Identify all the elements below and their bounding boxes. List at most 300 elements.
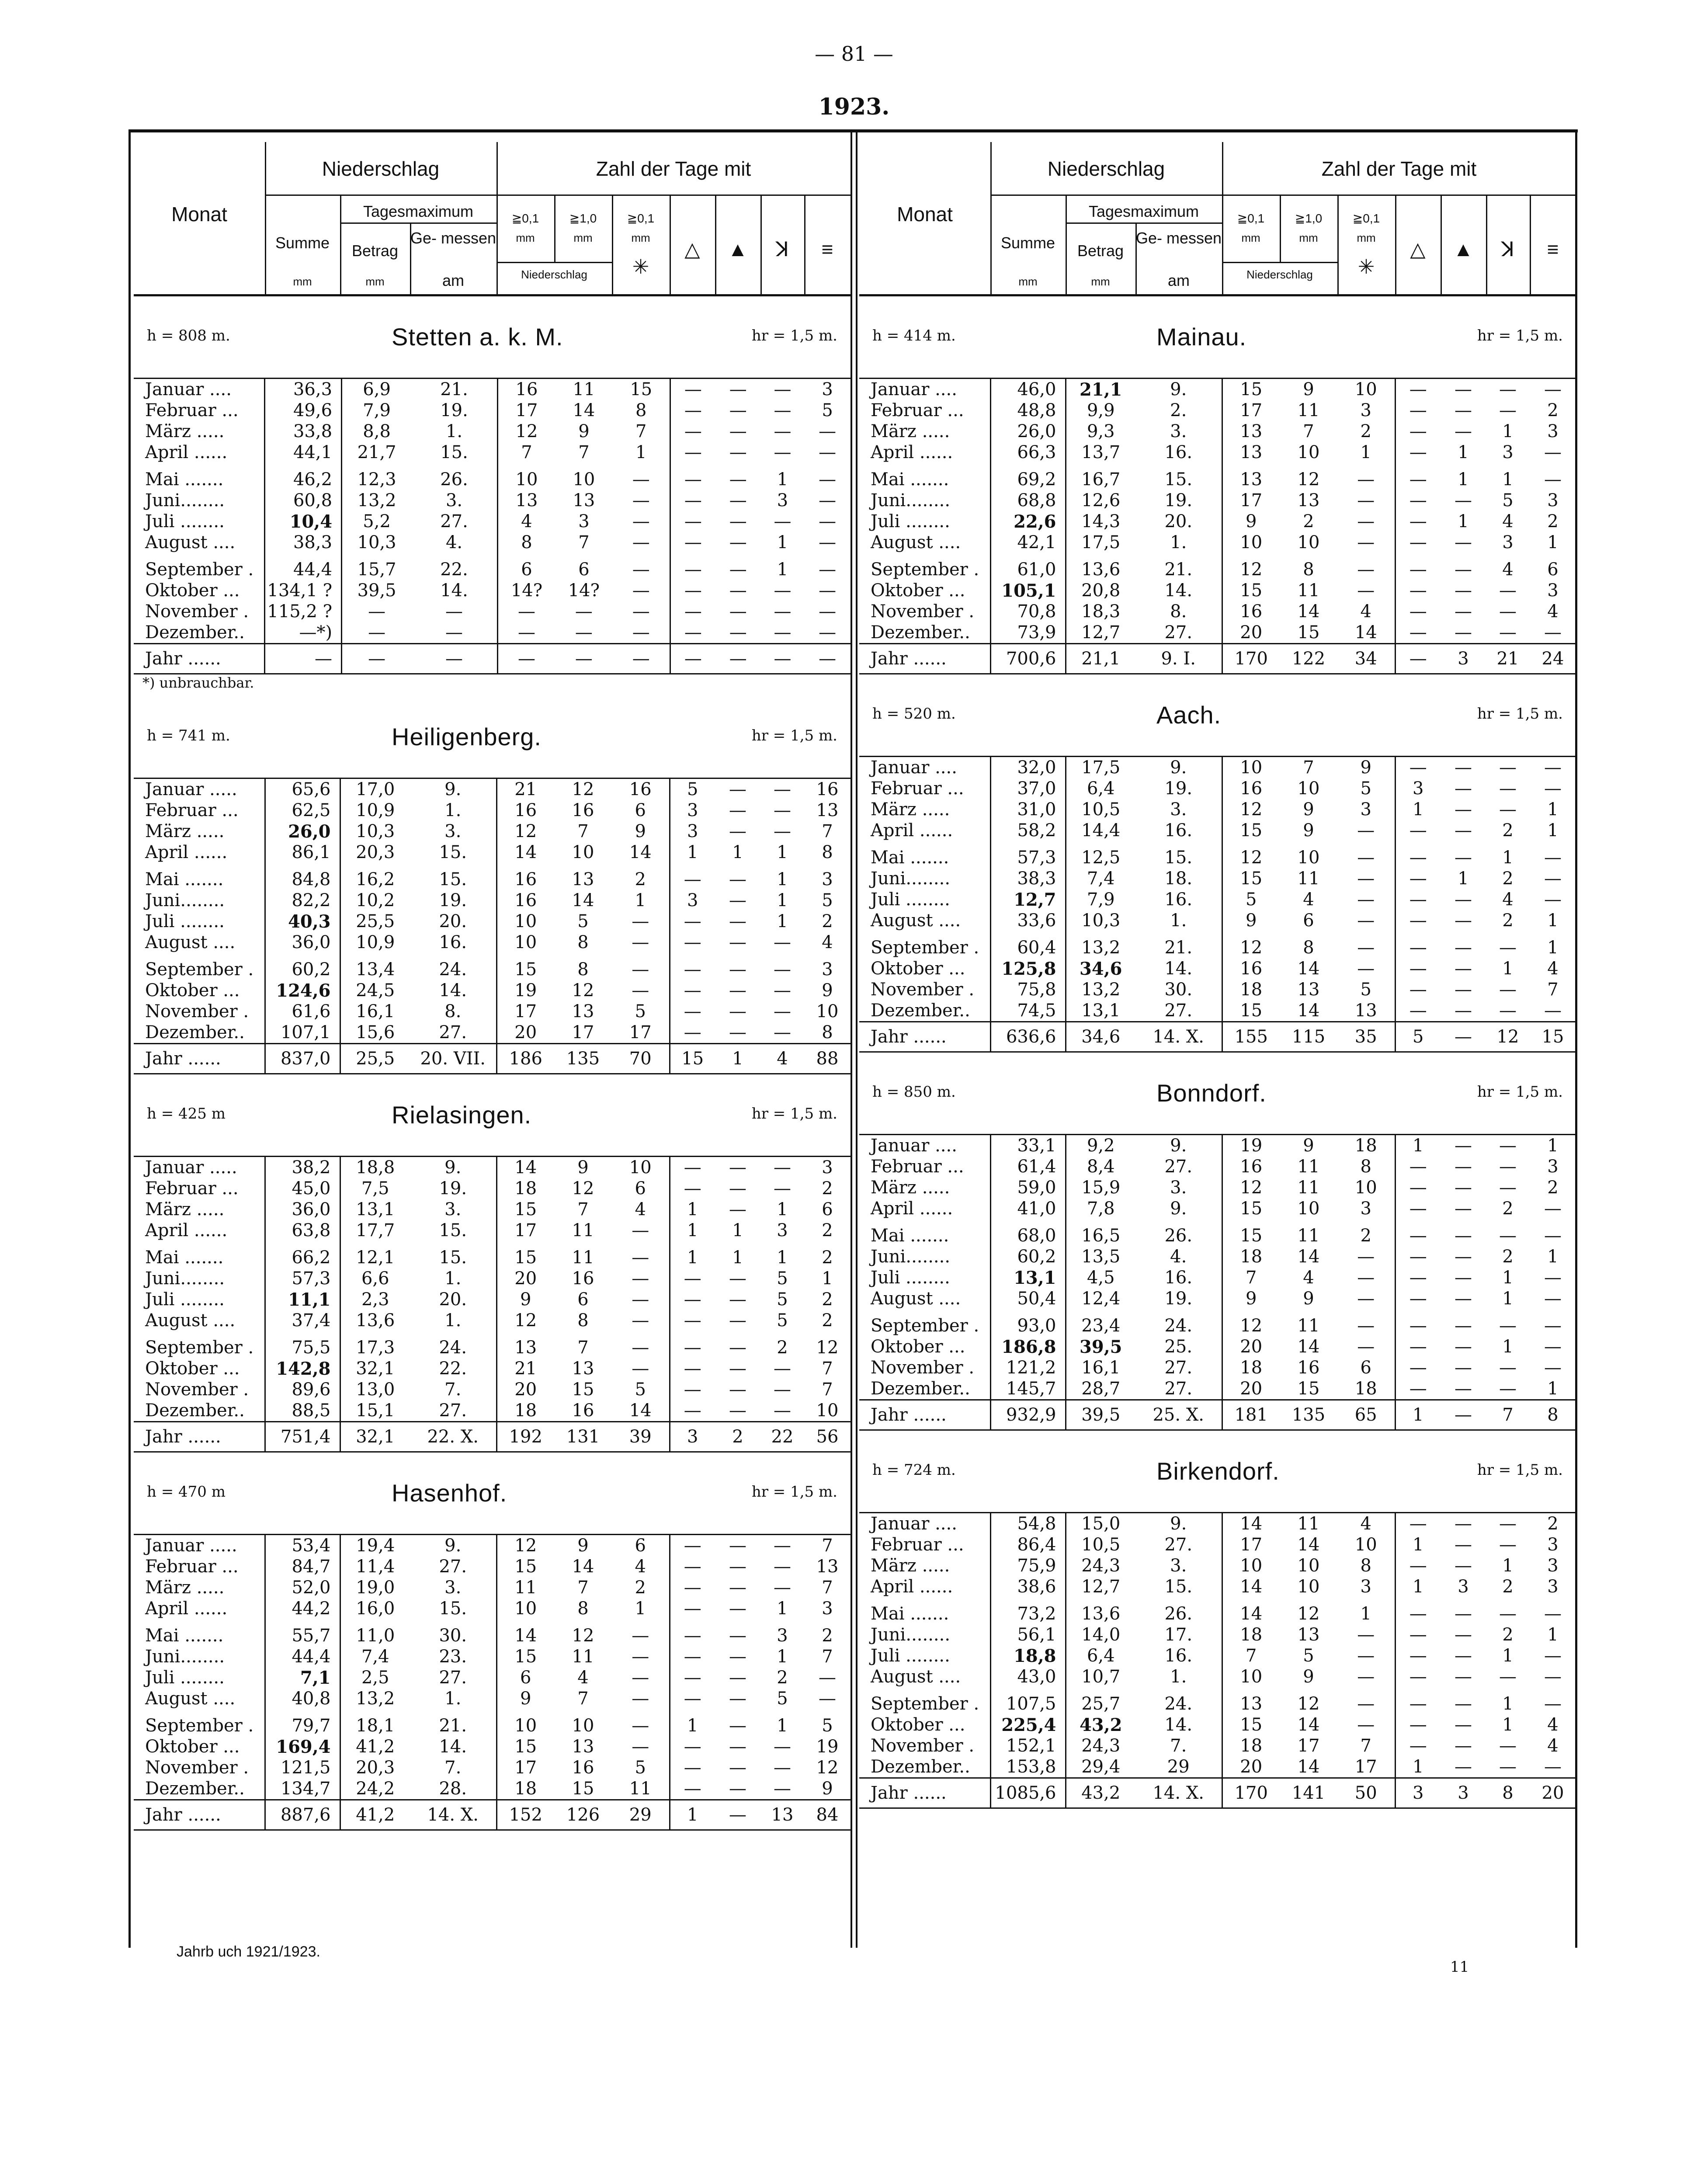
month-label: April ......	[859, 1198, 990, 1219]
data-cell: —	[1337, 868, 1395, 889]
data-cell: —	[1337, 889, 1395, 910]
month-label: Dezember..	[134, 622, 265, 644]
data-cell: —	[1499, 1736, 1517, 1756]
data-cell: —	[1409, 959, 1427, 979]
month-row	[859, 841, 1576, 868]
month-label: Jahr ......	[134, 1422, 265, 1452]
data-cell: —	[1499, 379, 1517, 400]
data-cell: 21.	[411, 379, 497, 400]
data-cell: 27.	[1135, 622, 1222, 644]
data-cell: —	[1499, 778, 1517, 799]
data-cell: —	[819, 421, 837, 441]
data-cell: —	[1337, 1309, 1395, 1336]
data-cell: 45,0	[265, 1178, 340, 1199]
data-cell: —	[819, 490, 837, 511]
data-cell: —	[774, 1022, 791, 1043]
data-cell: —	[1455, 1289, 1472, 1309]
data-cell: —	[1337, 1336, 1395, 1357]
month-row	[859, 601, 1576, 622]
data-cell: —	[684, 1022, 701, 1043]
data-cell: 1	[1458, 869, 1469, 889]
data-cell: —	[729, 959, 746, 980]
data-cell: 5	[822, 890, 833, 911]
data-cell: 84	[804, 1800, 851, 1830]
data-cell: 10,9	[356, 932, 395, 952]
data-cell: 12	[572, 1626, 594, 1646]
data-cell: 8	[577, 1599, 589, 1619]
data-cell: 21.	[410, 1709, 496, 1736]
data-cell: 32,1	[340, 1422, 410, 1452]
data-cell: —	[612, 911, 670, 932]
data-cell: 7	[577, 1578, 589, 1598]
month-row	[859, 1714, 1576, 1735]
data-cell: 1	[1547, 911, 1559, 931]
data-cell: 16	[572, 1268, 594, 1289]
data-cell: 1	[777, 1199, 788, 1220]
data-cell: 22.	[410, 1358, 496, 1379]
header-col-01: ≧0,1	[511, 212, 539, 225]
month-label: November .	[859, 979, 990, 1000]
data-cell: 75,9	[990, 1555, 1066, 1576]
data-cell: 24,2	[356, 1779, 395, 1799]
data-cell: —	[1337, 580, 1395, 601]
footer-signature-number: 11	[1450, 1958, 1469, 1976]
data-cell: 10	[572, 842, 594, 862]
data-cell: —	[613, 622, 670, 644]
data-cell: 9.	[1135, 1198, 1222, 1219]
data-cell: 3	[1413, 778, 1424, 799]
month-label: August ....	[134, 1688, 265, 1709]
data-cell: 4	[1502, 560, 1514, 580]
data-cell: 1.	[1135, 532, 1222, 553]
data-cell: 1	[777, 469, 788, 490]
station-block	[859, 1431, 1576, 1809]
data-cell: 20	[514, 1022, 537, 1043]
month-row	[859, 580, 1576, 601]
data-cell: 1	[687, 842, 698, 862]
data-cell: 9.	[1135, 379, 1222, 400]
data-cell: 6	[612, 800, 670, 821]
data-cell: 57,3	[990, 841, 1066, 868]
data-cell: 22.	[411, 553, 497, 580]
data-cell: —	[774, 379, 792, 400]
thunder-icon: ꓘ	[775, 238, 789, 261]
data-cell: —	[819, 580, 837, 601]
data-cell: 13	[1240, 421, 1263, 441]
station-elevation: h = 741 m.	[147, 727, 230, 744]
data-cell: —	[819, 511, 837, 532]
data-cell: 3.	[410, 821, 496, 842]
data-cell: 11	[1297, 869, 1320, 889]
data-cell: 16	[1240, 959, 1263, 979]
data-cell: 6	[822, 1199, 833, 1220]
data-cell: 5	[822, 400, 833, 420]
month-row	[134, 1289, 851, 1310]
data-cell: 13,2	[357, 490, 396, 511]
data-cell: —	[684, 379, 702, 400]
data-cell: 57,3	[265, 1268, 340, 1289]
data-cell: —	[1409, 1178, 1427, 1198]
data-cell: —	[613, 532, 670, 553]
data-cell: 43,2	[1066, 1778, 1135, 1808]
data-cell: 1	[1502, 1715, 1514, 1735]
data-cell: —	[729, 622, 747, 643]
month-label: Juni........	[134, 890, 265, 911]
data-cell: 26,0	[265, 821, 340, 842]
data-cell: 16	[612, 778, 670, 800]
data-cell: 11	[1297, 1316, 1320, 1336]
data-cell: 2	[1502, 1577, 1514, 1597]
data-cell: 17	[514, 1220, 537, 1241]
data-cell: 7,8	[1087, 1199, 1115, 1219]
data-cell: 12	[1240, 1316, 1263, 1336]
data-cell: —	[1409, 1604, 1427, 1624]
data-cell: —	[1455, 1667, 1472, 1687]
data-cell: 9	[1246, 1289, 1257, 1309]
data-cell: 24.	[410, 953, 496, 980]
data-cell: 13	[573, 490, 595, 511]
month-row	[859, 490, 1576, 511]
data-cell: 14?	[510, 580, 543, 601]
data-cell: 15	[1240, 580, 1263, 601]
data-cell: —	[1409, 1316, 1427, 1336]
data-cell: —	[729, 800, 746, 820]
data-cell: —	[774, 779, 791, 799]
month-label: Mai .......	[859, 1597, 990, 1624]
data-cell: 9,2	[1087, 1136, 1115, 1156]
data-cell: —	[774, 1401, 791, 1421]
data-cell: —	[1455, 758, 1472, 778]
month-label: Juli ........	[134, 1289, 265, 1310]
data-cell: 15.	[1135, 463, 1222, 490]
data-cell: —	[1455, 1757, 1472, 1777]
data-cell: —	[1409, 980, 1427, 1000]
data-cell: 5	[577, 911, 589, 931]
data-cell: 82,2	[265, 890, 340, 911]
data-cell: 5	[777, 1310, 788, 1331]
data-cell: 15.	[1135, 841, 1222, 868]
month-label: August ....	[134, 1310, 265, 1331]
data-cell: —	[612, 1241, 670, 1268]
data-cell: 8	[1337, 1555, 1395, 1576]
data-cell: 2	[1547, 1178, 1559, 1198]
station-elevation: h = 425 m	[147, 1105, 226, 1122]
data-cell: —	[612, 1646, 670, 1667]
data-cell: 21.	[1135, 931, 1222, 958]
data-cell: 13,1	[356, 1199, 395, 1220]
data-cell: —	[1409, 1247, 1427, 1267]
data-cell: 5	[612, 1379, 670, 1400]
station-instrument-height: hr = 1,5 m.	[1477, 1083, 1563, 1101]
data-cell: 225,4	[990, 1714, 1066, 1735]
data-cell: —	[1499, 938, 1517, 958]
data-cell: 13	[760, 1800, 804, 1830]
data-cell: 26.	[1135, 1597, 1222, 1624]
data-cell: 10	[816, 1401, 839, 1421]
data-cell: 9,9	[1087, 400, 1115, 420]
data-cell: —	[1455, 1268, 1472, 1288]
data-cell: —	[729, 1310, 746, 1331]
month-row	[859, 1378, 1576, 1400]
month-row	[859, 1219, 1576, 1246]
data-cell: —	[1544, 1757, 1562, 1777]
data-cell: 54,8	[990, 1513, 1066, 1535]
data-cell: 10	[514, 911, 537, 931]
data-cell: 7	[1547, 980, 1559, 1000]
data-cell: 1	[1502, 469, 1514, 490]
data-cell: —	[1455, 1136, 1472, 1156]
data-cell: 152	[496, 1800, 554, 1830]
data-cell: 1	[687, 1220, 698, 1241]
month-label: Oktober ...	[859, 958, 990, 979]
data-cell: —	[774, 821, 791, 841]
station-elevation: h = 808 m.	[147, 327, 230, 344]
month-row	[134, 890, 851, 911]
data-cell: 16	[514, 800, 537, 820]
data-cell: —*)	[265, 622, 342, 644]
data-cell: 15	[572, 1779, 594, 1799]
data-cell: 18	[514, 1401, 537, 1421]
data-cell: 3	[822, 869, 833, 890]
station-instrument-height: hr = 1,5 m.	[751, 1483, 837, 1501]
data-cell: 4	[822, 932, 833, 952]
data-cell: 19	[816, 1737, 839, 1757]
data-cell: 17	[612, 1022, 670, 1044]
data-cell: 10	[514, 932, 537, 952]
data-cell: 21	[514, 1359, 537, 1379]
month-label: Jahr ......	[859, 644, 990, 674]
data-cell: 141	[1280, 1778, 1337, 1808]
data-cell: 14	[572, 890, 594, 911]
data-cell: 7,9	[363, 400, 391, 420]
month-label: Februar ...	[134, 800, 265, 821]
data-cell: 55,7	[265, 1619, 340, 1646]
month-label: April ......	[134, 1598, 265, 1619]
data-cell: —	[368, 622, 386, 643]
data-cell: —	[729, 911, 746, 931]
month-row	[859, 1246, 1576, 1267]
data-cell: 16.	[1135, 1645, 1222, 1666]
data-cell: 16.	[1135, 889, 1222, 910]
data-cell: 2	[1502, 911, 1514, 931]
month-label: Dezember..	[859, 1000, 990, 1022]
header-zahl-der-tage: Zahl der Tage mit	[596, 157, 751, 180]
header-summe-unit: mm	[1018, 275, 1038, 288]
station-instrument-height: hr = 1,5 m.	[751, 327, 837, 344]
data-cell: —	[1337, 1714, 1395, 1735]
month-label: Februar ...	[859, 1534, 990, 1555]
data-cell: —	[729, 1380, 746, 1400]
data-cell: 15	[1530, 1022, 1576, 1052]
station-data-table	[859, 1134, 1576, 1431]
data-cell: —	[729, 1268, 746, 1289]
data-cell: 11	[1297, 1226, 1320, 1246]
data-cell: 65	[1337, 1400, 1395, 1430]
month-label: April ......	[134, 842, 265, 863]
station-instrument-height: hr = 1,5 m.	[1477, 1461, 1563, 1479]
data-cell: 25.	[1135, 1336, 1222, 1357]
snow-icon: ✳	[1357, 255, 1375, 278]
data-cell: —	[612, 953, 670, 980]
data-cell: —	[1337, 1246, 1395, 1267]
data-cell: —	[613, 553, 670, 580]
data-cell: —	[670, 644, 715, 674]
data-cell: 16	[1240, 778, 1263, 799]
data-cell: 5	[777, 1268, 788, 1289]
month-row	[134, 863, 851, 890]
month-row	[859, 757, 1576, 778]
data-cell: —	[1499, 580, 1517, 601]
data-cell: 13	[816, 1557, 839, 1577]
data-cell: —	[1544, 442, 1562, 462]
month-label: September .	[859, 553, 990, 580]
data-cell: 8.	[1135, 601, 1222, 622]
data-cell: 1	[1413, 799, 1424, 820]
data-cell: 1	[1413, 1136, 1424, 1156]
data-cell: 20	[1240, 1337, 1263, 1357]
data-cell: —	[774, 959, 791, 980]
data-cell: 6	[1547, 560, 1559, 580]
data-cell: 6,4	[1087, 1646, 1115, 1666]
data-cell: 5	[1502, 490, 1514, 511]
data-cell: —	[1544, 1289, 1562, 1309]
data-cell: 26.	[411, 463, 497, 490]
month-row	[859, 1735, 1576, 1756]
data-cell: —	[1337, 1666, 1395, 1687]
data-cell: —	[612, 1289, 670, 1310]
month-row	[134, 1736, 851, 1757]
month-label: Juni........	[859, 1246, 990, 1267]
data-cell: 15	[514, 1199, 537, 1220]
page-number: — 81 —	[815, 42, 893, 66]
data-cell: 20	[514, 1380, 537, 1400]
data-cell: 27.	[1135, 1000, 1222, 1022]
data-cell: 15	[514, 1647, 537, 1667]
data-cell: 8	[1486, 1778, 1530, 1808]
data-cell: 15	[1240, 1001, 1263, 1021]
data-cell: 1	[1502, 1268, 1514, 1288]
data-cell: —	[517, 601, 535, 622]
station-instrument-height: hr = 1,5 m.	[1477, 327, 1563, 344]
data-cell: 9	[1246, 911, 1257, 931]
data-cell: 107,1	[265, 1022, 340, 1044]
data-cell: —	[1409, 1001, 1427, 1021]
data-cell: —	[1337, 820, 1395, 841]
month-label: April ......	[134, 1220, 265, 1241]
month-label: Oktober ...	[859, 1336, 990, 1357]
data-cell: 9	[520, 1289, 531, 1310]
data-cell: 38,3	[990, 868, 1066, 889]
data-cell: —	[1455, 1358, 1472, 1378]
data-cell: 19,4	[356, 1536, 395, 1556]
data-cell: 6,6	[361, 1268, 389, 1289]
data-cell: 4.	[1135, 1246, 1222, 1267]
data-cell: 4	[521, 511, 532, 532]
data-cell: 12	[572, 779, 594, 799]
month-label: August ....	[134, 532, 265, 553]
month-row	[859, 553, 1576, 580]
data-cell: —	[1337, 490, 1395, 511]
data-cell: 14	[514, 1157, 537, 1178]
month-row	[134, 953, 851, 980]
data-cell: 16	[514, 890, 537, 911]
header-gemessen: Ge- messen	[1135, 229, 1222, 247]
data-cell: 14. X.	[410, 1800, 496, 1830]
month-label: Januar .....	[134, 1157, 265, 1178]
data-cell: 12,1	[356, 1248, 395, 1268]
month-row	[134, 511, 851, 532]
data-cell: 12	[1297, 1694, 1320, 1714]
data-cell: —	[1409, 1625, 1427, 1645]
data-cell: 1	[1547, 1625, 1559, 1645]
data-cell: 10	[573, 469, 595, 490]
data-cell: —	[1544, 1358, 1562, 1378]
data-cell: 3	[822, 1157, 833, 1178]
data-cell: 11,4	[356, 1557, 395, 1577]
data-cell: 16	[572, 1758, 594, 1778]
data-cell: —	[684, 490, 702, 511]
station-data-table	[134, 1156, 851, 1453]
data-cell: 10	[1297, 532, 1320, 553]
data-cell: 84,8	[265, 863, 340, 890]
month-row	[859, 1624, 1576, 1645]
data-cell: 12	[514, 1310, 537, 1331]
data-cell: 60,8	[265, 490, 342, 511]
data-cell: 14	[1337, 622, 1395, 644]
data-cell: 20.	[410, 911, 496, 932]
data-cell: —	[1544, 848, 1562, 868]
data-cell: 12,3	[357, 469, 396, 490]
data-cell: 6	[521, 560, 532, 580]
data-cell: 5	[1337, 979, 1395, 1000]
data-cell: 24,5	[356, 980, 395, 1001]
data-cell: 13,2	[356, 1689, 395, 1709]
data-cell: —	[729, 601, 747, 622]
data-cell: 16	[572, 1401, 594, 1421]
data-cell: 13,2	[1081, 938, 1121, 958]
data-cell: —	[1337, 841, 1395, 868]
data-cell: 12,5	[1081, 848, 1121, 868]
month-row	[859, 868, 1576, 889]
month-label: Februar ...	[134, 1178, 265, 1199]
data-cell: —	[729, 1157, 746, 1178]
data-cell: —	[774, 1779, 791, 1799]
data-cell: —	[1455, 1736, 1472, 1756]
data-cell: —	[774, 1737, 791, 1757]
data-cell: —	[1455, 1535, 1472, 1555]
data-cell: 15	[670, 1044, 715, 1074]
data-cell: 20.	[1135, 511, 1222, 532]
data-cell: 8	[822, 1022, 833, 1043]
data-cell: 9.	[410, 1535, 496, 1557]
month-row	[134, 1400, 851, 1422]
data-cell: —	[1455, 490, 1472, 511]
data-cell: 20	[1240, 1379, 1263, 1399]
data-cell: 33,6	[990, 910, 1066, 931]
data-cell: 4	[1547, 601, 1559, 622]
data-cell: 15	[1240, 1715, 1263, 1735]
data-cell: 192	[496, 1422, 554, 1452]
data-cell: 52,0	[265, 1577, 340, 1598]
data-cell: 10	[1240, 758, 1263, 778]
data-cell: 17,0	[356, 779, 395, 799]
data-cell: 30.	[410, 1619, 496, 1646]
month-row	[134, 800, 851, 821]
data-cell: 79,7	[265, 1709, 340, 1736]
data-cell: —	[684, 580, 702, 601]
data-cell: 11	[572, 1647, 594, 1667]
header-col-10: ≧1,0	[569, 212, 597, 225]
